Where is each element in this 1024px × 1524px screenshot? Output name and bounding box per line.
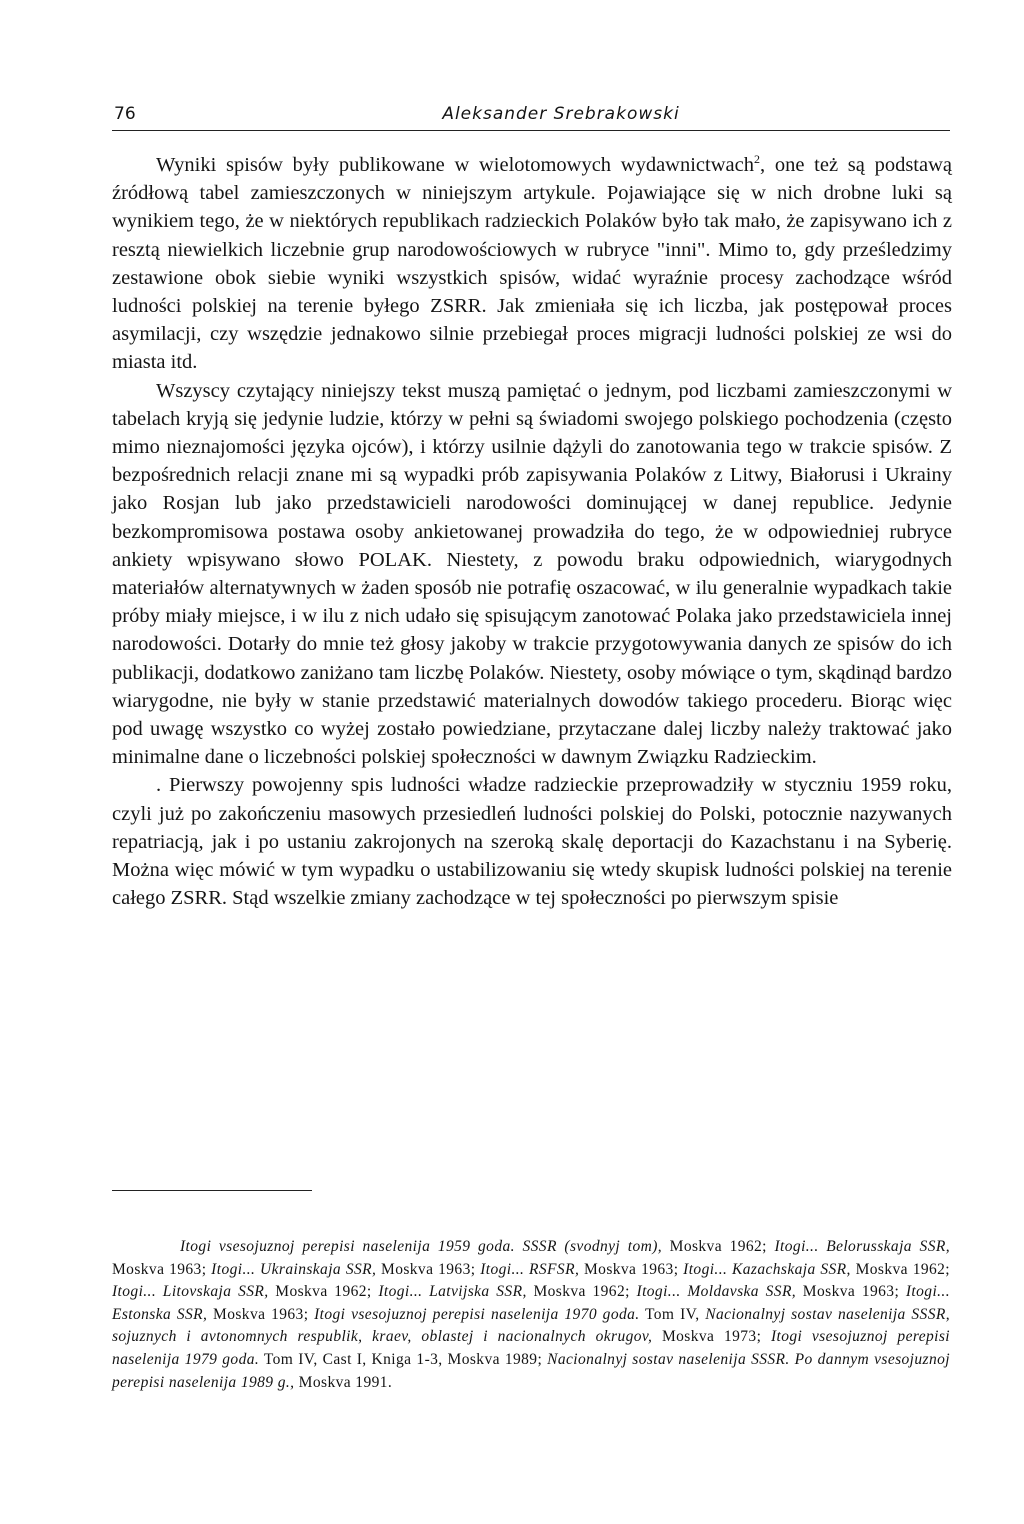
footnote-title: Itogi vsesojuznoj perepisi naselenija 1959 goda. SSSR (svodnyj tom), (180, 1238, 663, 1255)
paragraph-1-text-a: Wyniki spisów były publikowane w wielotomowych wydawnictwach (156, 154, 754, 176)
footnote-text: Moskva 1962; (850, 1260, 951, 1278)
footnote-text: Moskva 1962; (662, 1238, 775, 1255)
footnote-text: Moskva 1973; (652, 1328, 771, 1346)
footnote-text: Moskva 1963; (579, 1260, 684, 1278)
footnote-title: Itogi... Moldavska SSR, (636, 1283, 797, 1301)
footnote-title: Itogi... Belorusskaja SSR, (774, 1238, 950, 1255)
footnote-text: Moskva 1963; (112, 1260, 212, 1278)
running-head-author: Aleksander Srebrakowski (442, 104, 680, 124)
footnote-text: Moskva 1963; (796, 1283, 906, 1301)
footnote-text: Moskva 1963; (207, 1305, 315, 1323)
paragraph-2: Wszyscy czytający niniejszy tekst muszą pamiętać o jednym, pod liczbami zamieszczonymi w tabelach kryją się jedynie ludzie, którzy w pełni są świadomi swojego polskiego pochodzenia (często mimo nieznajomości języka ojców), i którzy usilnie dążyli do zanotowania tego w trakcie spisów. Z bezpośrednich relacji znane mi są wypadki prób zapisywania Polaków z Litwy, Białorusi i Ukrainy jako Rosjan lub jako przedstawicieli narodowości dominującej w danej republice. Jedynie bezkompromisowa postawa osoby ankietowanej prowadziła do tego, że w odpowiedniej rubryce ankiety wpisywano słowo POLAK. Niestety, z powodu braku odpowiednich, wiarygodnych materiałów alternatywnych w żaden sposób nie potrafię oszacować, w ilu generalnie wypadkach takie próby miały miejsce, i w ilu z nich udało się spisującym zanotować Polaka jako przedstawiciela innej narodowości. Dotarły do mnie też głosy jakoby w trakcie przygotowywania danych ze spisów do ich publikacji, dodatkowo zaniżano tam liczbę Polaków. Niestety, osoby mówiące o tym, skądinąd bardzo wiarygodne, nie były w stanie przedstawić materialnych dowodów takiego procederu. Biorąc więc pod uwagę wszystko co wyżej zostało powiedziane, przytaczane dalej liczby należy traktować jako minimalne dane o liczebności polskiej społeczności w dawnym Związku Radzieckim. (112, 379, 952, 769)
footnote-title: Itogi... RSFSR, (480, 1260, 580, 1278)
footnote-text: Moskva 1962; (526, 1283, 637, 1301)
footnote-title: Itogi... Latvijska SSR, (378, 1283, 527, 1301)
footnote-reference: 2 (753, 152, 760, 167)
footnote-2 (112, 1236, 950, 1394)
footnote-text: Tom IV, (639, 1305, 706, 1323)
footnote-title: Itogi... Ukrainskaja SSR, (211, 1260, 377, 1278)
footnote-title: Nacionalnyj sostav naselenija SSSR, sojuznych i avtonomnych respublik, kraev, oblastej i nacionalnych okrugov, (112, 1305, 951, 1346)
footnote-title: Itogi... Estonska SSR, (112, 1283, 950, 1323)
footnote-text: Moskva 1963; (376, 1260, 481, 1278)
footnote-title: Itogi... Litovskaja SSR, (112, 1283, 269, 1301)
footnote-title: Itogi... Kazachskaja SSR, (683, 1260, 851, 1278)
footnote-text: Moskva 1991. (294, 1373, 393, 1391)
footnote-title: Itogi vsesojuznoj perepisi naselenija 1970 goda. (314, 1305, 640, 1323)
body-text (112, 151, 952, 912)
page-number: 76 (114, 104, 136, 124)
paragraph-3: . Pierwszy powojenny spis ludności władze radzieckie przeprowadziły w styczniu 1959 roku, czyli już po zakończeniu masowych przesiedleń ludności polskiej do Polski, potocznie nazywanych repatriacją, jak i po ustaniu zakrojonych na szeroką skalę deportacji do Kazachstanu i na Syberię. Można więc mówić w tym wypadku o ustabilizowaniu się wtedy skupisk ludności polskiej na terenie całego ZSRR. Stąd wszelkie zmiany zachodzące w tej społeczności po pierwszym spisie (112, 774, 952, 910)
footnote-title: Itogi vsesojuznoj perepisi naselenija 1979 goda. (112, 1328, 950, 1368)
paragraph-1 (112, 151, 952, 377)
running-header (112, 102, 950, 131)
footnote-title: Nacionalnyj sostav naselenija SSSR. Po dannym vsesojuznoj perepisi naselenija 1989 g., (112, 1350, 950, 1391)
footnote-divider (112, 1190, 312, 1191)
footnote-text: Tom IV, Cast I, Kniga 1-3, Moskva 1989; (259, 1350, 548, 1368)
footnote-text: Moskva 1962; (268, 1283, 379, 1301)
paragraph-1-text-b: , one też są podstawą źródłową tabel zamieszczonych w niniejszym artykule. Pojawiające się w nich drobne luki są wynikiem tego, że w niektórych republikach radzieckich Polaków było tak mało, że zapisywano ich z resztą niewielkich liczebnie grup narodowościowych w rubryce "inni". Mimo to, gdy prześledzimy zestawione obok siebie wyniki wszystkich spisów, widać wyraźnie procesy zachodzące wśród ludności polskiej na terenie byłego ZSRR. Jak zmieniała się ich liczba, jak postępował proces asymilacji, czy wszędzie jednakowo silnie przebiegał proces migracji ludności polskiej ze wsi do miasta itd. (112, 154, 952, 374)
